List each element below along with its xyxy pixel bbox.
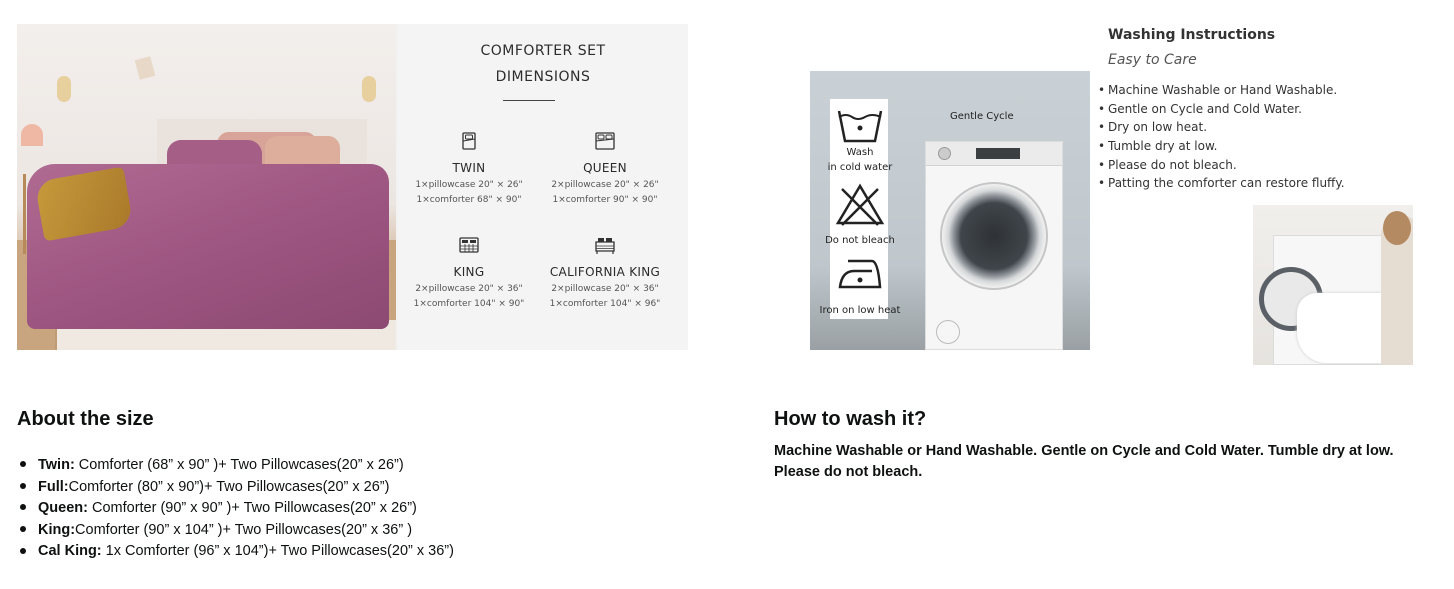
comforter-dims: 1×comforter 104" × 96" (549, 299, 661, 309)
instruction-item: • Tumble dry at low. (1098, 139, 1345, 158)
size-text: 1x Comforter (96” x 104”)+ Two Pillowcases(20” x 36”) (101, 543, 454, 560)
washing-instructions-image (810, 24, 1430, 369)
size-list-item (17, 500, 454, 522)
about-size-heading: About the size (17, 408, 154, 430)
size-text: Comforter (68” x 90” )+ Two Pillowcases(20” x 26”) (74, 457, 404, 473)
size-text: Comforter (80” x 90”)+ Two Pillowcases(20” x 26”) (68, 478, 390, 495)
pillowcase-dims: 1×pillowcase 20" × 26" (415, 180, 523, 190)
wash-cold-icon (834, 103, 886, 147)
washing-instructions-subtitle: Easy to Care (1108, 52, 1197, 68)
comforter-dimensions-image (17, 24, 688, 350)
comforter-dims: 1×comforter 104" × 90" (413, 299, 525, 309)
comforter-dims: 1×comforter 90" × 90" (552, 195, 658, 205)
pillowcase-dims: 2×pillowcase 20" × 36" (415, 284, 523, 294)
size-name: QUEEN (583, 161, 627, 175)
no-bleach-label: Do not bleach (825, 235, 895, 246)
size-label: Full: (38, 478, 69, 495)
instruction-item: • Machine Washable or Hand Washable. (1098, 83, 1345, 102)
how-to-wash-text: Machine Washable or Hand Washable. Gentle on Cycle and Cold Water. Tumble dry at low. Please do not bleach. (774, 443, 1394, 480)
size-queen (540, 130, 670, 205)
size-text: Comforter (90” x 104” )+ Two Pillowcases(20” x 36” ) (75, 521, 413, 538)
dimensions-title-line2: DIMENSIONS (495, 69, 591, 85)
size-name: CALIFORNIA KING (549, 265, 661, 279)
size-twin (404, 130, 534, 205)
dimensions-panel (398, 24, 688, 350)
wash-cold-label: Wash in cold water (827, 147, 893, 173)
washing-machine-photo (810, 71, 1090, 350)
size-label: Twin: (38, 457, 75, 473)
size-label: Cal King: (38, 543, 102, 560)
california-king-bed-icon (594, 234, 616, 256)
size-list-item (17, 522, 454, 544)
twin-bed-icon (458, 130, 480, 152)
instruction-item: • Patting the comforter can restore fluffy. (1098, 176, 1345, 195)
size-label: King: (38, 521, 76, 538)
instruction-item: • Dry on low heat. (1098, 120, 1345, 139)
iron-low-label: Iron on low heat (819, 305, 901, 316)
size-name: TWIN (452, 161, 486, 175)
dimensions-title-line1: COMFORTER SET (480, 43, 606, 59)
pillowcase-dims: 2×pillowcase 20" × 36" (551, 284, 659, 294)
size-king (404, 234, 534, 309)
queen-bed-icon (594, 130, 616, 152)
bedroom-photo (17, 24, 396, 350)
no-bleach-icon (834, 183, 886, 227)
instruction-item: • Gentle on Cycle and Cold Water. (1098, 102, 1345, 121)
size-list-item (17, 543, 454, 565)
pillowcase-dims: 2×pillowcase 20" × 26" (551, 180, 659, 190)
size-name: KING (453, 265, 485, 279)
title-divider (503, 100, 555, 101)
king-bed-icon (458, 234, 480, 256)
washing-instructions-title: Washing Instructions (1108, 27, 1276, 43)
washing-machine (925, 141, 1063, 350)
instruction-item: • Please do not bleach. (1098, 158, 1345, 177)
size-california-king (540, 234, 670, 309)
size-list-item (17, 479, 454, 501)
iron-low-icon (834, 253, 886, 297)
laundry-photo (1253, 205, 1413, 365)
gentle-cycle-label: Gentle Cycle (950, 111, 1014, 122)
how-to-wash-heading: How to wash it? (774, 408, 927, 430)
comforter-dims: 1×comforter 68" × 90" (416, 195, 522, 205)
size-text: Comforter (90” x 90” )+ Two Pillowcases(20” x 26”) (87, 500, 417, 517)
size-label: Queen: (38, 500, 88, 517)
size-list (17, 457, 454, 565)
size-list-item (17, 457, 454, 479)
washing-instructions-list (1098, 83, 1345, 195)
